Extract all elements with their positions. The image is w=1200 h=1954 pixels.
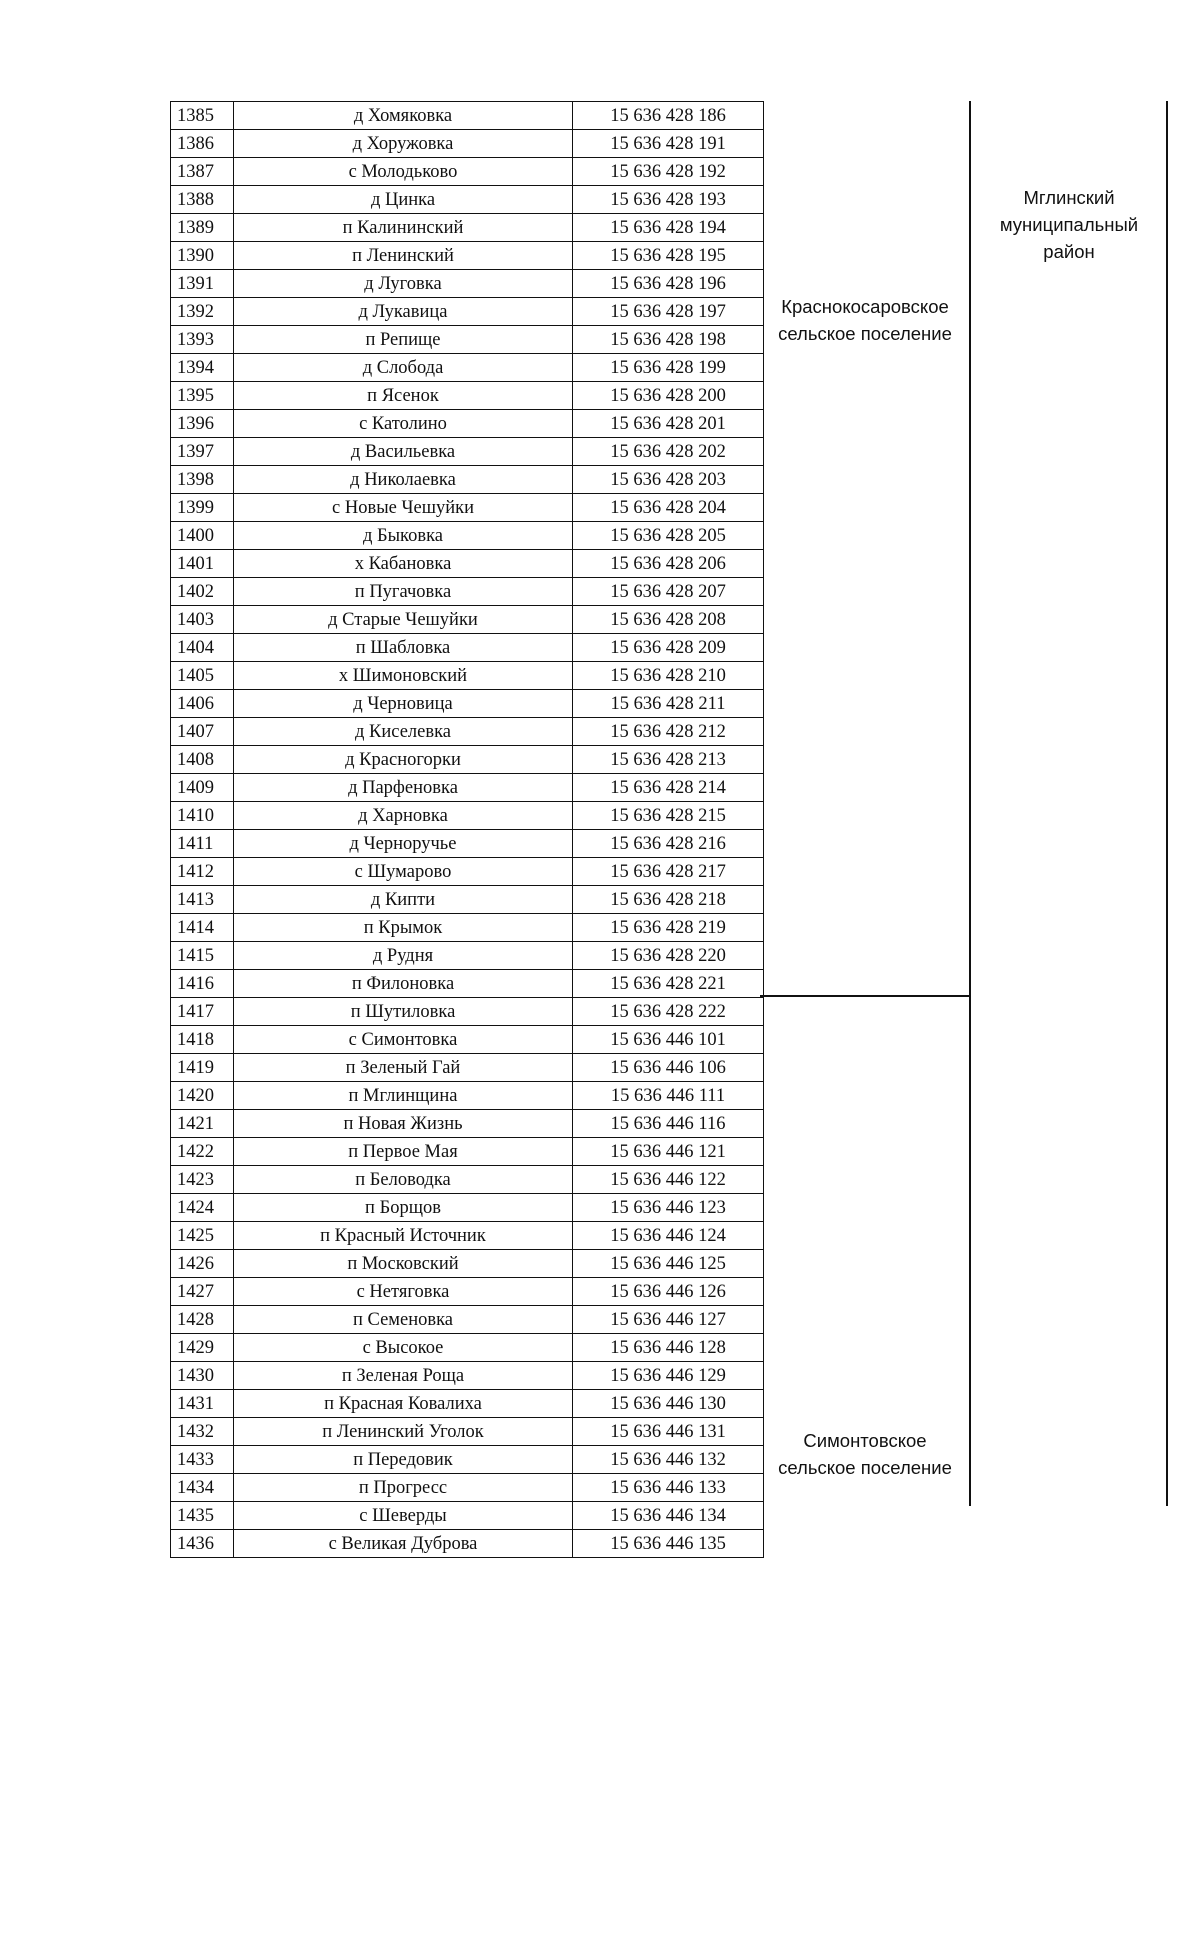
- settlement-name: х Кабановка: [234, 550, 573, 578]
- oktmo-code: 15 636 446 131: [573, 1418, 764, 1446]
- settlement-name: п Филоновка: [234, 970, 573, 998]
- row-number: 1415: [171, 942, 234, 970]
- row-number: 1420: [171, 1082, 234, 1110]
- row-number: 1410: [171, 802, 234, 830]
- table-row: [171, 1502, 764, 1530]
- table-row: [171, 886, 764, 914]
- settlement-name: с Симонтовка: [234, 1026, 573, 1054]
- oktmo-code: 15 636 428 203: [573, 466, 764, 494]
- oktmo-code: 15 636 446 124: [573, 1222, 764, 1250]
- settlement-name: д Васильевка: [234, 438, 573, 466]
- table-body: [171, 102, 764, 1558]
- table-row: [171, 382, 764, 410]
- settlement-name: п Шутиловка: [234, 998, 573, 1026]
- row-number: 1411: [171, 830, 234, 858]
- oktmo-code: 15 636 446 106: [573, 1054, 764, 1082]
- settlement-column-right-border: [969, 101, 971, 1506]
- table-row: [171, 634, 764, 662]
- settlement-divider: [760, 995, 971, 997]
- settlement-name: п Красный Источник: [234, 1222, 573, 1250]
- table-row: [171, 326, 764, 354]
- district-label-line2: муниципальный: [999, 214, 1139, 235]
- table-row: [171, 354, 764, 382]
- row-number: 1408: [171, 746, 234, 774]
- settlement-name: с Шеверды: [234, 1502, 573, 1530]
- table-row: [171, 1054, 764, 1082]
- table-row: [171, 1306, 764, 1334]
- table-row: [171, 802, 764, 830]
- table-row: [171, 242, 764, 270]
- settlement-label-krasnokosarovskoe: [762, 293, 968, 347]
- row-number: 1424: [171, 1194, 234, 1222]
- oktmo-code: 15 636 428 220: [573, 942, 764, 970]
- settlements-table: [170, 101, 764, 1558]
- district-label-line3: район: [1043, 241, 1095, 262]
- settlement-name: п Ленинский: [234, 242, 573, 270]
- row-number: 1435: [171, 1502, 234, 1530]
- settlement-name: п Шабловка: [234, 634, 573, 662]
- oktmo-code: 15 636 428 219: [573, 914, 764, 942]
- district-label: [972, 184, 1166, 265]
- table-row: [171, 690, 764, 718]
- row-number: 1409: [171, 774, 234, 802]
- oktmo-code: 15 636 428 221: [573, 970, 764, 998]
- oktmo-code: 15 636 428 208: [573, 606, 764, 634]
- row-number: 1434: [171, 1474, 234, 1502]
- settlement-name: п Крымок: [234, 914, 573, 942]
- oktmo-code: 15 636 428 222: [573, 998, 764, 1026]
- oktmo-code: 15 636 446 133: [573, 1474, 764, 1502]
- row-number: 1426: [171, 1250, 234, 1278]
- oktmo-code: 15 636 428 199: [573, 354, 764, 382]
- oktmo-code: 15 636 446 129: [573, 1362, 764, 1390]
- row-number: 1397: [171, 438, 234, 466]
- settlement-name: д Луговка: [234, 270, 573, 298]
- settlement-label-line2: сельское поселение: [778, 1457, 952, 1478]
- table-row: [171, 130, 764, 158]
- row-number: 1431: [171, 1390, 234, 1418]
- row-number: 1394: [171, 354, 234, 382]
- oktmo-code: 15 636 446 128: [573, 1334, 764, 1362]
- row-number: 1392: [171, 298, 234, 326]
- table-row: [171, 494, 764, 522]
- oktmo-code: 15 636 446 126: [573, 1278, 764, 1306]
- oktmo-code: 15 636 428 186: [573, 102, 764, 130]
- table-row: [171, 1138, 764, 1166]
- oktmo-code: 15 636 428 191: [573, 130, 764, 158]
- oktmo-code: 15 636 428 205: [573, 522, 764, 550]
- settlement-name: п Ленинский Уголок: [234, 1418, 573, 1446]
- table-row: [171, 1474, 764, 1502]
- settlement-name: п Ясенок: [234, 382, 573, 410]
- settlement-name: д Харновка: [234, 802, 573, 830]
- table-row: [171, 774, 764, 802]
- settlement-name: д Цинка: [234, 186, 573, 214]
- row-number: 1387: [171, 158, 234, 186]
- oktmo-code: 15 636 428 211: [573, 690, 764, 718]
- row-number: 1405: [171, 662, 234, 690]
- table-row: [171, 1194, 764, 1222]
- oktmo-code: 15 636 428 217: [573, 858, 764, 886]
- oktmo-code: 15 636 428 192: [573, 158, 764, 186]
- settlement-name: с Молодьково: [234, 158, 573, 186]
- table-row: [171, 1026, 764, 1054]
- oktmo-code: 15 636 446 101: [573, 1026, 764, 1054]
- settlement-name: п Прогресс: [234, 1474, 573, 1502]
- row-number: 1428: [171, 1306, 234, 1334]
- settlement-name: д Красногорки: [234, 746, 573, 774]
- settlement-name: д Черновица: [234, 690, 573, 718]
- settlement-label-line1: Краснокосаровское: [781, 296, 949, 317]
- settlement-name: п Мглинщина: [234, 1082, 573, 1110]
- table-row: [171, 1418, 764, 1446]
- table-row: [171, 550, 764, 578]
- row-number: 1436: [171, 1530, 234, 1558]
- settlement-name: с Шумарово: [234, 858, 573, 886]
- row-number: 1430: [171, 1362, 234, 1390]
- settlement-name: д Рудня: [234, 942, 573, 970]
- table-row: [171, 1250, 764, 1278]
- oktmo-code: 15 636 428 215: [573, 802, 764, 830]
- table-row: [171, 158, 764, 186]
- oktmo-code: 15 636 428 213: [573, 746, 764, 774]
- settlement-name: д Слобода: [234, 354, 573, 382]
- table-row: [171, 662, 764, 690]
- oktmo-code: 15 636 446 111: [573, 1082, 764, 1110]
- settlement-name: д Черноручье: [234, 830, 573, 858]
- row-number: 1395: [171, 382, 234, 410]
- row-number: 1391: [171, 270, 234, 298]
- row-number: 1389: [171, 214, 234, 242]
- table-row: [171, 914, 764, 942]
- row-number: 1404: [171, 634, 234, 662]
- table-row: [171, 718, 764, 746]
- row-number: 1399: [171, 494, 234, 522]
- table-row: [171, 970, 764, 998]
- table-row: [171, 186, 764, 214]
- oktmo-code: 15 636 446 134: [573, 1502, 764, 1530]
- row-number: 1385: [171, 102, 234, 130]
- settlement-name: п Красная Ковалиха: [234, 1390, 573, 1418]
- oktmo-code: 15 636 446 135: [573, 1530, 764, 1558]
- row-number: 1388: [171, 186, 234, 214]
- oktmo-code: 15 636 428 200: [573, 382, 764, 410]
- oktmo-code: 15 636 428 202: [573, 438, 764, 466]
- row-number: 1422: [171, 1138, 234, 1166]
- row-number: 1417: [171, 998, 234, 1026]
- oktmo-code: 15 636 428 197: [573, 298, 764, 326]
- oktmo-code: 15 636 428 209: [573, 634, 764, 662]
- oktmo-code: 15 636 428 193: [573, 186, 764, 214]
- table-row: [171, 1390, 764, 1418]
- row-number: 1386: [171, 130, 234, 158]
- oktmo-code: 15 636 446 116: [573, 1110, 764, 1138]
- oktmo-code: 15 636 446 127: [573, 1306, 764, 1334]
- settlement-name: д Парфеновка: [234, 774, 573, 802]
- oktmo-code: 15 636 428 212: [573, 718, 764, 746]
- table-row: [171, 522, 764, 550]
- table-row: [171, 1278, 764, 1306]
- oktmo-code: 15 636 428 206: [573, 550, 764, 578]
- row-number: 1423: [171, 1166, 234, 1194]
- row-number: 1416: [171, 970, 234, 998]
- oktmo-code: 15 636 446 132: [573, 1446, 764, 1474]
- row-number: 1401: [171, 550, 234, 578]
- table-row: [171, 102, 764, 130]
- settlement-name: п Семеновка: [234, 1306, 573, 1334]
- table-row: [171, 1222, 764, 1250]
- row-number: 1418: [171, 1026, 234, 1054]
- table-row: [171, 1446, 764, 1474]
- table-row: [171, 1110, 764, 1138]
- table-row: [171, 1362, 764, 1390]
- table-row: [171, 270, 764, 298]
- oktmo-code: 15 636 428 210: [573, 662, 764, 690]
- row-number: 1429: [171, 1334, 234, 1362]
- row-number: 1403: [171, 606, 234, 634]
- table-row: [171, 998, 764, 1026]
- oktmo-code: 15 636 446 123: [573, 1194, 764, 1222]
- settlement-name: п Зеленая Роща: [234, 1362, 573, 1390]
- table-row: [171, 298, 764, 326]
- table-row: [171, 410, 764, 438]
- settlement-name: п Пугачовка: [234, 578, 573, 606]
- row-number: 1413: [171, 886, 234, 914]
- row-number: 1406: [171, 690, 234, 718]
- settlement-name: с Нетяговка: [234, 1278, 573, 1306]
- row-number: 1414: [171, 914, 234, 942]
- settlement-name: с Великая Дуброва: [234, 1530, 573, 1558]
- settlement-name: п Передовик: [234, 1446, 573, 1474]
- oktmo-code: 15 636 428 207: [573, 578, 764, 606]
- oktmo-code: 15 636 446 121: [573, 1138, 764, 1166]
- oktmo-code: 15 636 428 194: [573, 214, 764, 242]
- table-row: [171, 214, 764, 242]
- settlement-name: д Кипти: [234, 886, 573, 914]
- oktmo-code: 15 636 428 204: [573, 494, 764, 522]
- row-number: 1421: [171, 1110, 234, 1138]
- table-row: [171, 830, 764, 858]
- table-row: [171, 578, 764, 606]
- settlement-name: п Зеленый Гай: [234, 1054, 573, 1082]
- settlement-label-line1: Симонтовское: [803, 1430, 927, 1451]
- oktmo-code: 15 636 446 130: [573, 1390, 764, 1418]
- table-row: [171, 438, 764, 466]
- row-number: 1419: [171, 1054, 234, 1082]
- settlement-name: д Хоружовка: [234, 130, 573, 158]
- row-number: 1427: [171, 1278, 234, 1306]
- oktmo-code: 15 636 446 125: [573, 1250, 764, 1278]
- settlement-name: п Первое Мая: [234, 1138, 573, 1166]
- settlement-name: с Католино: [234, 410, 573, 438]
- row-number: 1432: [171, 1418, 234, 1446]
- row-number: 1393: [171, 326, 234, 354]
- settlement-name: д Хомяковка: [234, 102, 573, 130]
- settlement-label-line2: сельское поселение: [778, 323, 952, 344]
- oktmo-code: 15 636 428 216: [573, 830, 764, 858]
- settlement-name: с Новые Чешуйки: [234, 494, 573, 522]
- settlement-name: д Старые Чешуйки: [234, 606, 573, 634]
- oktmo-code: 15 636 428 218: [573, 886, 764, 914]
- table-row: [171, 1530, 764, 1558]
- row-number: 1407: [171, 718, 234, 746]
- settlement-name: с Высокое: [234, 1334, 573, 1362]
- oktmo-code: 15 636 446 122: [573, 1166, 764, 1194]
- settlement-label-simontovskoe: [762, 1427, 968, 1481]
- row-number: 1425: [171, 1222, 234, 1250]
- settlement-name: п Борщов: [234, 1194, 573, 1222]
- settlement-name: п Калининский: [234, 214, 573, 242]
- oktmo-code: 15 636 428 196: [573, 270, 764, 298]
- table-row: [171, 1082, 764, 1110]
- settlement-name: д Киселевка: [234, 718, 573, 746]
- oktmo-code: 15 636 428 198: [573, 326, 764, 354]
- table-row: [171, 466, 764, 494]
- row-number: 1400: [171, 522, 234, 550]
- table-row: [171, 746, 764, 774]
- settlement-name: д Николаевка: [234, 466, 573, 494]
- settlement-name: х Шимоновский: [234, 662, 573, 690]
- row-number: 1412: [171, 858, 234, 886]
- row-number: 1433: [171, 1446, 234, 1474]
- row-number: 1402: [171, 578, 234, 606]
- settlement-name: п Репище: [234, 326, 573, 354]
- table-row: [171, 858, 764, 886]
- table-row: [171, 1334, 764, 1362]
- district-label-line1: Мглинский: [1023, 187, 1115, 208]
- district-column-right-border: [1166, 101, 1168, 1506]
- oktmo-code: 15 636 428 195: [573, 242, 764, 270]
- table-row: [171, 1166, 764, 1194]
- oktmo-code: 15 636 428 214: [573, 774, 764, 802]
- settlement-name: д Быковка: [234, 522, 573, 550]
- row-number: 1398: [171, 466, 234, 494]
- settlement-name: п Московский: [234, 1250, 573, 1278]
- settlement-name: п Новая Жизнь: [234, 1110, 573, 1138]
- row-number: 1396: [171, 410, 234, 438]
- row-number: 1390: [171, 242, 234, 270]
- table-row: [171, 606, 764, 634]
- table-row: [171, 942, 764, 970]
- oktmo-code: 15 636 428 201: [573, 410, 764, 438]
- settlement-name: д Лукавица: [234, 298, 573, 326]
- settlement-name: п Беловодка: [234, 1166, 573, 1194]
